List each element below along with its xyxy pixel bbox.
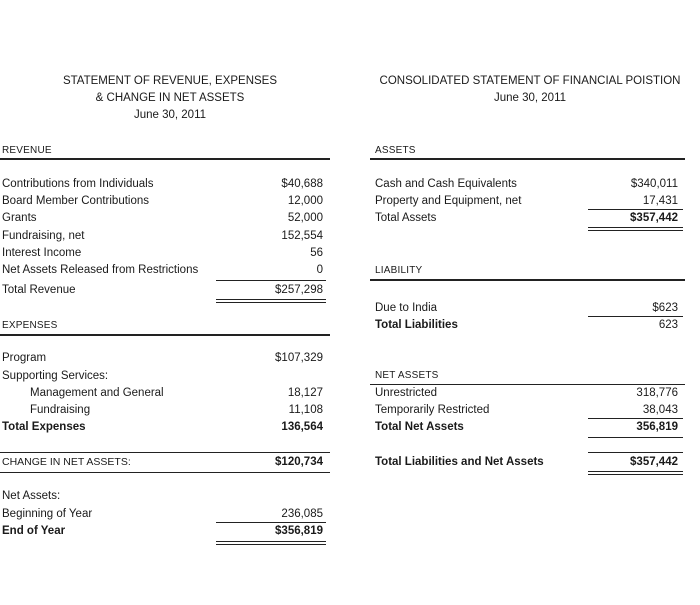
revenue-value-6: 0 [316, 264, 323, 276]
expenses-header-rule [0, 334, 330, 336]
net-assets-header: NET ASSETS [375, 370, 439, 381]
revenue-header-rule [0, 158, 330, 160]
liability-header: LIABILITY [375, 265, 423, 276]
total-revenue-double-rule [216, 299, 326, 303]
total-revenue-label: Total Revenue [2, 284, 76, 296]
revenue-label-5: Interest Income [2, 247, 82, 259]
total-liabilities-value: 623 [658, 319, 678, 331]
total-expenses-label: Total Expenses [2, 421, 86, 433]
total-revenue-value: $257,298 [275, 284, 323, 296]
total-liab-net-label: Total Liabilities and Net Assets [375, 456, 544, 468]
total-liabilities-top-rule [588, 316, 683, 317]
revenue-label-2: Board Member Contributions [2, 195, 150, 207]
due-label: Due to India [375, 302, 438, 314]
total-expenses-value: 136,564 [281, 421, 323, 433]
revenue-value-4: 152,554 [281, 230, 323, 242]
cash-label: Cash and Cash Equivalents [375, 178, 517, 190]
total-assets-value: $357,442 [630, 212, 678, 224]
total-liabilities-label: Total Liabilities [375, 319, 458, 331]
beginning-year-value: 236,085 [281, 508, 323, 520]
right-statement-title [365, 73, 695, 107]
cash-value: $340,011 [630, 178, 678, 190]
total-assets-top-rule [588, 209, 683, 210]
total-liab-net-top-rule [588, 452, 683, 453]
left-title-line-2: & CHANGE IN NET ASSETS [95, 92, 245, 104]
right-title-line-2: June 30, 2011 [493, 92, 567, 104]
assets-header: ASSETS [375, 145, 416, 156]
program-label: Program [2, 352, 47, 364]
mgmt-general-value: 18,127 [287, 387, 323, 399]
end-year-value: $356,819 [275, 525, 323, 537]
revenue-value-2: 12,000 [287, 195, 323, 207]
temp-restricted-label: Temporarily Restricted [375, 404, 490, 416]
total-liab-net-value: $357,442 [630, 456, 678, 468]
due-value: $623 [652, 302, 678, 314]
total-assets-double-rule [588, 227, 683, 231]
unrestricted-label: Unrestricted [375, 387, 437, 399]
change-bottom-rule [0, 472, 330, 473]
assets-header-rule [370, 158, 685, 160]
property-label: Property and Equipment, net [375, 195, 522, 207]
right-title-line-1: CONSOLIDATED STATEMENT OF FINANCIAL POISTION [379, 75, 681, 87]
left-statement-title [40, 73, 300, 124]
fundraising-expense-value: 11,108 [288, 404, 323, 416]
revenue-label-4: Fundraising, net [2, 230, 85, 242]
total-net-assets-label: Total Net Assets [375, 421, 464, 433]
beginning-year-label: Beginning of Year [2, 508, 93, 520]
end-year-label: End of Year [2, 525, 66, 537]
temp-restricted-value: 38,043 [642, 404, 678, 416]
revenue-value-1: $40,688 [281, 178, 323, 190]
net-assets-header-rule [370, 384, 685, 385]
revenue-value-3: 52,000 [287, 212, 323, 224]
total-liab-net-double-rule [588, 471, 683, 475]
revenue-label-1: Contributions from Individuals [2, 178, 154, 190]
expenses-header: EXPENSES [2, 320, 58, 331]
total-net-top-rule [588, 418, 683, 419]
left-title-line-3: June 30, 2011 [133, 109, 207, 121]
end-year-top-rule [216, 522, 326, 523]
unrestricted-value: 318,776 [636, 387, 678, 399]
mgmt-general-label: Management and General [30, 387, 164, 399]
liability-header-rule [370, 279, 685, 281]
total-assets-label: Total Assets [375, 212, 437, 224]
program-value: $107,329 [275, 352, 323, 364]
change-net-assets-value: $120,734 [275, 456, 323, 468]
total-revenue-top-rule [216, 280, 326, 281]
total-net-assets-value: 356,819 [636, 421, 678, 433]
change-top-rule [0, 452, 330, 453]
fundraising-expense-label: Fundraising [30, 404, 91, 416]
left-title-line-1: STATEMENT OF REVENUE, EXPENSES [62, 75, 278, 87]
property-value: 17,431 [642, 195, 678, 207]
revenue-value-5: 56 [310, 247, 323, 259]
supporting-services-label: Supporting Services: [2, 370, 109, 382]
end-year-double-rule [216, 541, 326, 545]
total-net-bottom-rule [588, 437, 683, 438]
revenue-label-3: Grants [2, 212, 37, 224]
change-net-assets-label: CHANGE IN NET ASSETS: [2, 456, 131, 468]
revenue-header: REVENUE [2, 145, 52, 156]
revenue-label-6: Net Assets Released from Restrictions [2, 264, 199, 276]
net-assets-label: Net Assets: [2, 490, 61, 502]
